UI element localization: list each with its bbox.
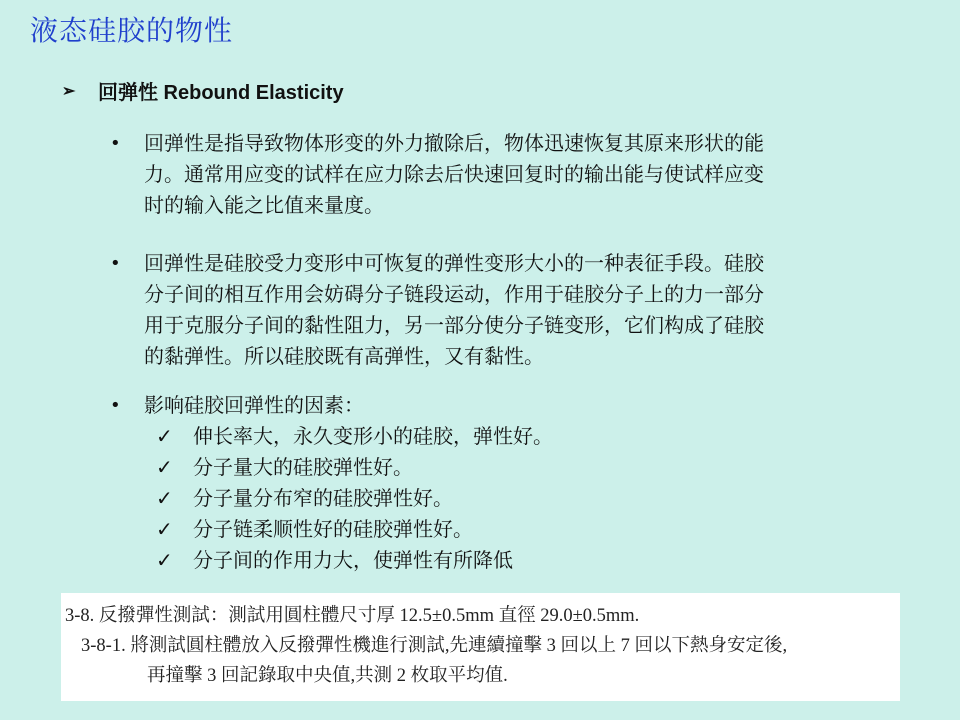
checklist-item xyxy=(156,483,553,514)
factor-checklist xyxy=(156,421,553,576)
checklist-item-text: 分子间的作用力大，使弹性有所降低 xyxy=(193,548,513,572)
standard-line: 3-8. 反撥彈性測試：測試用圓柱體尺寸厚 12.5±0.5mm 直徑 29.0±0.5mm. xyxy=(65,606,640,626)
bullet-dot-icon: • xyxy=(110,395,121,416)
checklist-item xyxy=(156,545,553,576)
checklist-item xyxy=(156,421,553,452)
test-standard-excerpt xyxy=(61,593,900,701)
bullet-dot-icon: • xyxy=(110,133,121,154)
checklist-item-text: 分子链柔顺性好的硅胶弹性好。 xyxy=(193,517,473,541)
checkmark-icon: ✓ xyxy=(156,517,173,541)
section-heading-text: 回弹性 Rebound Elasticity xyxy=(98,82,344,104)
checklist-item-text: 分子量大的硅胶弹性好。 xyxy=(193,455,413,479)
bullet-text: 回弹性是硅胶受力变形中可恢复的弹性变形大小的一种表征手段。硅胶 分子间的相互作用会妨碍分子链段运动，作用于硅胶分子上的力一部分 用于克服分子间的黏性阻力，另一部分使分子链变形，它们构成了硅胶 的黏弹性。所以硅胶既有高弹性，又有黏性。 xyxy=(144,251,764,368)
bullet-text: 回弹性是指导致物体形变的外力撤除后，物体迅速恢复其原来形状的能 力。通常用应变的试样在应力除去后快速回复时的输出能与使试样应变 时的输入能之比值来量度。 xyxy=(144,131,764,217)
checkmark-icon: ✓ xyxy=(156,548,173,572)
checkmark-icon: ✓ xyxy=(156,486,173,510)
bullet-item xyxy=(110,390,900,421)
arrow-bullet-icon: ➢ xyxy=(62,82,76,100)
bullet-item xyxy=(110,248,900,372)
bullet-item xyxy=(110,128,900,221)
checkmark-icon: ✓ xyxy=(156,424,173,448)
standard-line: 再撞擊 3 回記錄取中央值,共測 2 枚取平均值. xyxy=(147,666,508,686)
slide-title: 液态硅胶的物性 xyxy=(30,14,234,47)
bullet-text: 影响硅胶回弹性的因素： xyxy=(144,393,364,417)
checklist-item xyxy=(156,452,553,483)
checkmark-icon: ✓ xyxy=(156,455,173,479)
bullet-dot-icon: • xyxy=(110,253,121,274)
section-heading xyxy=(62,76,344,105)
checklist-item xyxy=(156,514,553,545)
standard-line: 3-8-1. 將測試圓柱體放入反撥彈性機進行測試,先連續撞擊 3 回以上 7 回以下熱身安定後, xyxy=(81,636,788,656)
checklist-item-text: 分子量分布窄的硅胶弹性好。 xyxy=(193,486,453,510)
checklist-item-text: 伸长率大，永久变形小的硅胶，弹性好。 xyxy=(193,424,553,448)
